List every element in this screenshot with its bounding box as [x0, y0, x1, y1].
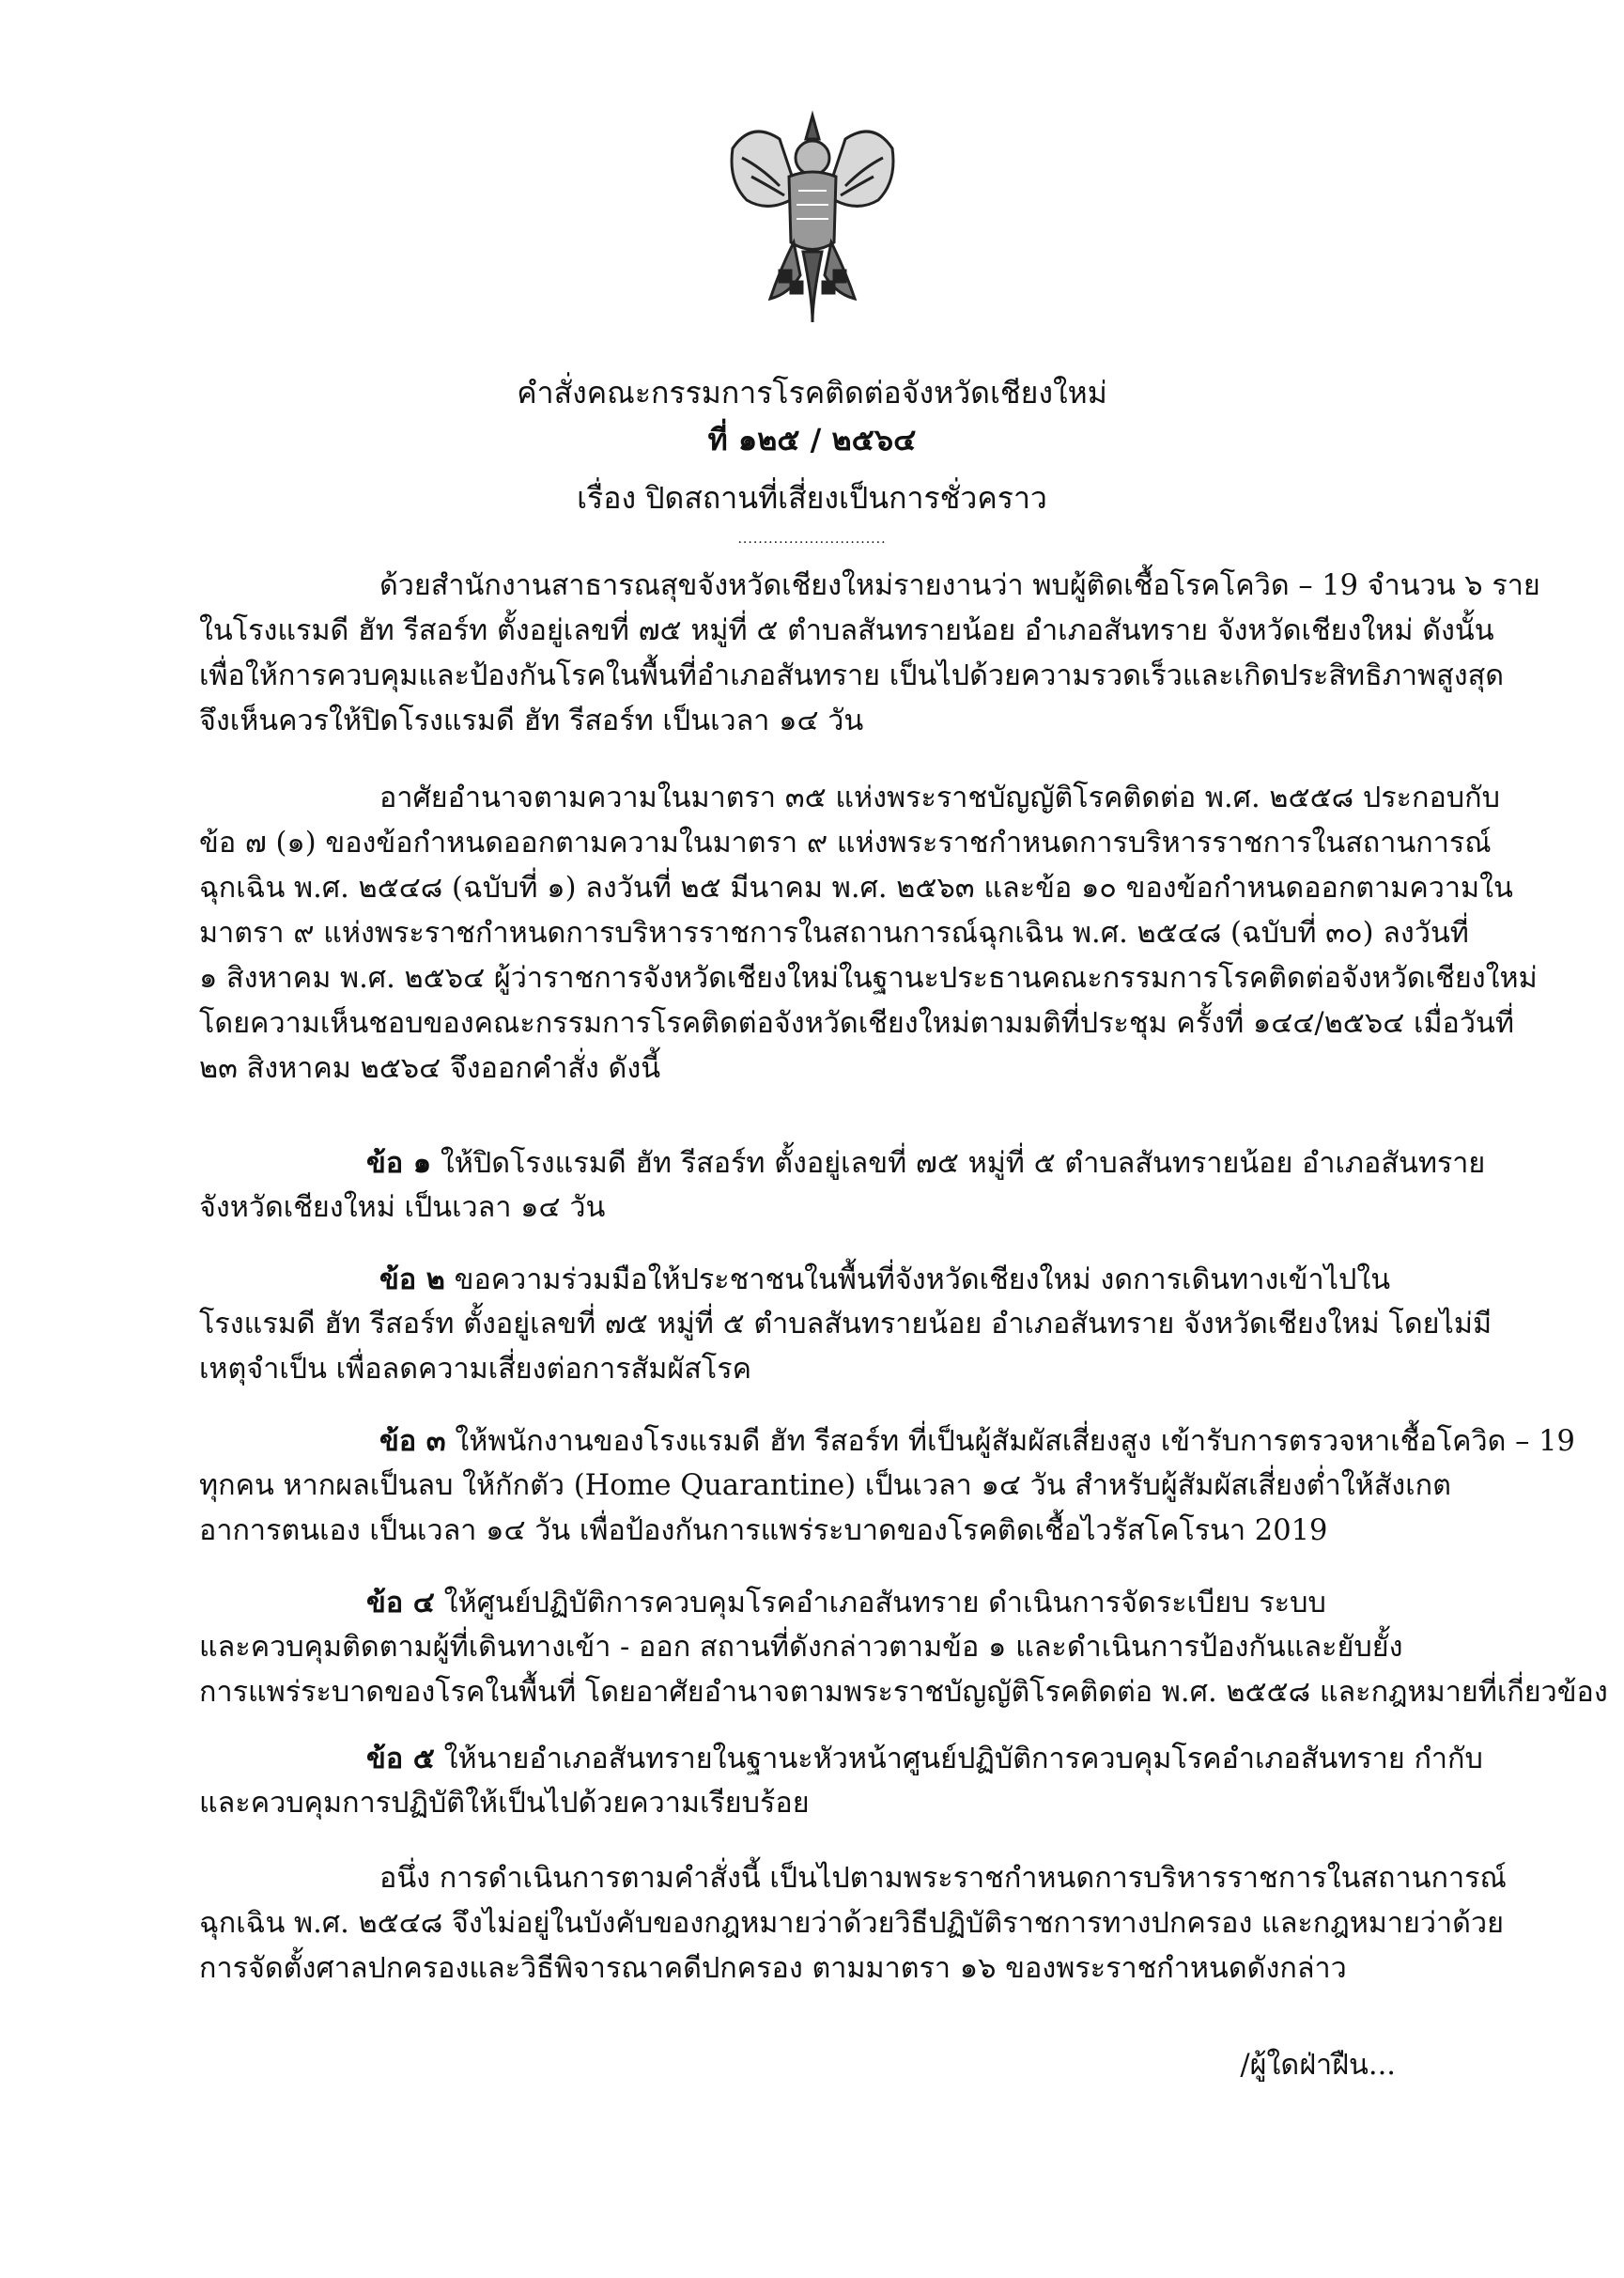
clause-3	[199, 1418, 1575, 1554]
paragraph-line	[199, 1257, 1425, 1302]
order-title: คำสั่งคณะกรรมการโรคติดต่อจังหวัดเชียงใหม่	[517, 375, 1107, 411]
paragraph-line: จังหวัดเชียงใหม่ เป็นเวลา ๑๔ วัน	[199, 1191, 606, 1224]
paragraph-line: จึงเห็นควรให้ปิดโรงแรมดี ฮัท รีสอร์ท เป็นเวลา ๑๔ วัน	[199, 705, 864, 737]
clause-label: ข้อ ๒	[379, 1263, 445, 1296]
paragraph-line: การจัดตั้งศาลปกครองและวิธีพิจารณาคดีปกครอง ตามมาตรา ๑๖ ของพระราชกำหนดดังกล่าว	[199, 1952, 1347, 1985]
clause-1	[199, 1140, 1486, 1231]
paragraph-line: ด้วยสำนักงานสาธารณสุขจังหวัดเชียงใหม่รายงานว่า พบผู้ติดเชื้อโรคโควิด – 19 จำนวน ๖ ราย	[379, 569, 1540, 602]
garuda-emblem-icon	[714, 111, 911, 327]
paragraph-line: อนึ่ง การดำเนินการตามคำสั่งนี้ เป็นไปตามพระราชกำหนดการบริหารราชการในสถานการณ์	[379, 1862, 1507, 1895]
paragraph-line: ๒๓ สิงหาคม ๒๕๖๔ จึงออกคำสั่ง ดังนี้	[199, 1052, 661, 1085]
paragraph-line: มาตรา ๙ แห่งพระราชกำหนดการบริหารราชการในสถานการณ์ฉุกเฉิน พ.ศ. ๒๕๔๘ (ฉบับที่ ๓๐) ลงวันที่	[199, 917, 1469, 950]
clause-label: ข้อ ๕	[366, 1742, 435, 1775]
clause-text: ให้พนักงานของโรงแรมดี ฮัท รีสอร์ท ที่เป็นผู้สัมผัสเสี่ยงสูง เข้ารับการตรวจหาเชื้อโควิด – 19	[445, 1425, 1575, 1458]
clause-label: ข้อ ๓	[379, 1424, 446, 1458]
clause-text: ให้นายอำเภอสันทรายในฐานะหัวหน้าศูนย์ปฏิบัติการควบคุมโรคอำเภอสันทราย กำกับ	[434, 1743, 1483, 1775]
order-number: ที่ ๑๒๕ / ๒๕๖๔	[707, 422, 917, 457]
paragraph-line: ฉุกเฉิน พ.ศ. ๒๕๔๘ (ฉบับที่ ๑) ลงวันที่ ๒๕ มีนาคม พ.ศ. ๒๕๖๓ และข้อ ๑๐ ของข้อกำหนดออกตามความใน	[199, 872, 1513, 905]
clause-2	[199, 1257, 1493, 1392]
paragraph-line: โรงแรมดี ฮัท รีสอร์ท ตั้งอยู่เลขที่ ๗๕ หมู่ที่ ๕ ตำบลสันทรายน้อย อำเภอสันทราย จังหวัดเชียงใหม่ โดยไม่มี	[199, 1308, 1493, 1340]
clause-text: ให้ปิดโรงแรมดี ฮัท รีสอร์ท ตั้งอยู่เลขที่ ๗๕ หมู่ที่ ๕ ตำบลสันทรายน้อย อำเภอสันทราย	[431, 1147, 1486, 1180]
clause-text: ให้ศูนย์ปฏิบัติการควบคุมโรคอำเภอสันทราย ดำเนินการจัดระเบียบ ระบบ	[434, 1587, 1326, 1619]
paragraph-line: และควบคุมติดตามผู้ที่เดินทางเข้า - ออก สถานที่ดังกล่าวตามข้อ ๑ และดำเนินการป้องกันและยับยั้ง	[199, 1631, 1403, 1664]
paragraph-line: โดยความเห็นชอบของคณะกรรมการโรคติดต่อจังหวัดเชียงใหม่ตามมติที่ประชุม ครั้งที่ ๑๔๔/๒๕๖๔ เมื่อวันที่	[199, 1007, 1514, 1040]
paragraph-line	[199, 1418, 1575, 1464]
paragraph-line: เพื่อให้การควบคุมและป้องกันโรคในพื้นที่อำเภอสันทราย เป็นไปด้วยความรวดเร็วและเกิดประสิทธิภาพสูงสุด	[199, 659, 1505, 692]
title-separator: .............................	[737, 532, 887, 547]
paragraph-line: ทุกคน หากผลเป็นลบ ให้กักตัว (Home Quarantine) เป็นเวลา ๑๔ วัน สำหรับผู้สัมผัสเสี่ยงต่ำให้สังเกต	[199, 1469, 1451, 1502]
continuation-marker: /ผู้ใดฝ่าฝืน...	[1240, 2049, 1396, 2082]
clause-text: ขอความร่วมมือให้ประชาชนในพื้นที่จังหวัดเชียงใหม่ งดการเดินทางเข้าไปใน	[444, 1263, 1391, 1296]
paragraph-authority	[199, 776, 1538, 1092]
paragraph-line: และควบคุมการปฏิบัติให้เป็นไปด้วยความเรียบร้อย	[199, 1787, 810, 1820]
paragraph-line: ๑ สิงหาคม พ.ศ. ๒๕๖๔ ผู้ว่าราชการจังหวัดเชียงใหม่ในฐานะประธานคณะกรรมการโรคติดต่อจังหวัดเชียงใหม่	[199, 962, 1538, 995]
clause-5	[199, 1736, 1483, 1826]
paragraph-line: อาการตนเอง เป็นเวลา ๑๔ วัน เพื่อป้องกันการแพร่ระบาดของโรคติดเชื้อไวรัสโคโรนา 2019	[199, 1514, 1328, 1547]
paragraph-intro	[199, 564, 1540, 744]
paragraph-line: การแพร่ระบาดของโรคในพื้นที่ โดยอาศัยอำนาจตามพระราชบัญญัติโรคติดต่อ พ.ศ. ๒๕๕๘ และกฎหมายที่เกี่ยวข้อง	[199, 1676, 1608, 1709]
paragraph-line: ข้อ ๗ (๑) ของข้อกำหนดออกตามความในมาตรา ๙ แห่งพระราชกำหนดการบริหารราชการในสถานการณ์	[199, 827, 1492, 860]
paragraph-line: อาศัยอำนาจตามความในมาตรา ๓๕ แห่งพระราชบัญญัติโรคติดต่อ พ.ศ. ๒๕๕๘ ประกอบกับ	[379, 782, 1500, 814]
paragraph-line: ฉุกเฉิน พ.ศ. ๒๕๔๘ จึงไม่อยู่ในบังคับของกฎหมายว่าด้วยวิธีปฏิบัติราชการทางปกครอง และกฎหมายว่าด้วย	[199, 1907, 1504, 1940]
clause-4	[199, 1580, 1608, 1715]
paragraph-exemption	[199, 1856, 1507, 1991]
order-subject: เรื่อง ปิดสถานที่เสี่ยงเป็นการชั่วคราว	[577, 480, 1047, 516]
paragraph-line	[199, 1580, 1425, 1625]
clause-label: ข้อ ๔	[366, 1586, 435, 1619]
paragraph-line	[199, 1140, 1486, 1185]
paragraph-line: เหตุจำเป็น เพื่อลดความเสี่ยงต่อการสัมผัสโรค	[199, 1353, 752, 1386]
paragraph-line	[199, 1736, 1483, 1781]
paragraph-line: ในโรงแรมดี ฮัท รีสอร์ท ตั้งอยู่เลขที่ ๗๕ หมู่ที่ ๕ ตำบลสันทรายน้อย อำเภอสันทราย จังหวัดเชียงใหม่ ดังนั้น	[199, 614, 1494, 647]
clause-label: ข้อ ๑	[366, 1146, 432, 1180]
